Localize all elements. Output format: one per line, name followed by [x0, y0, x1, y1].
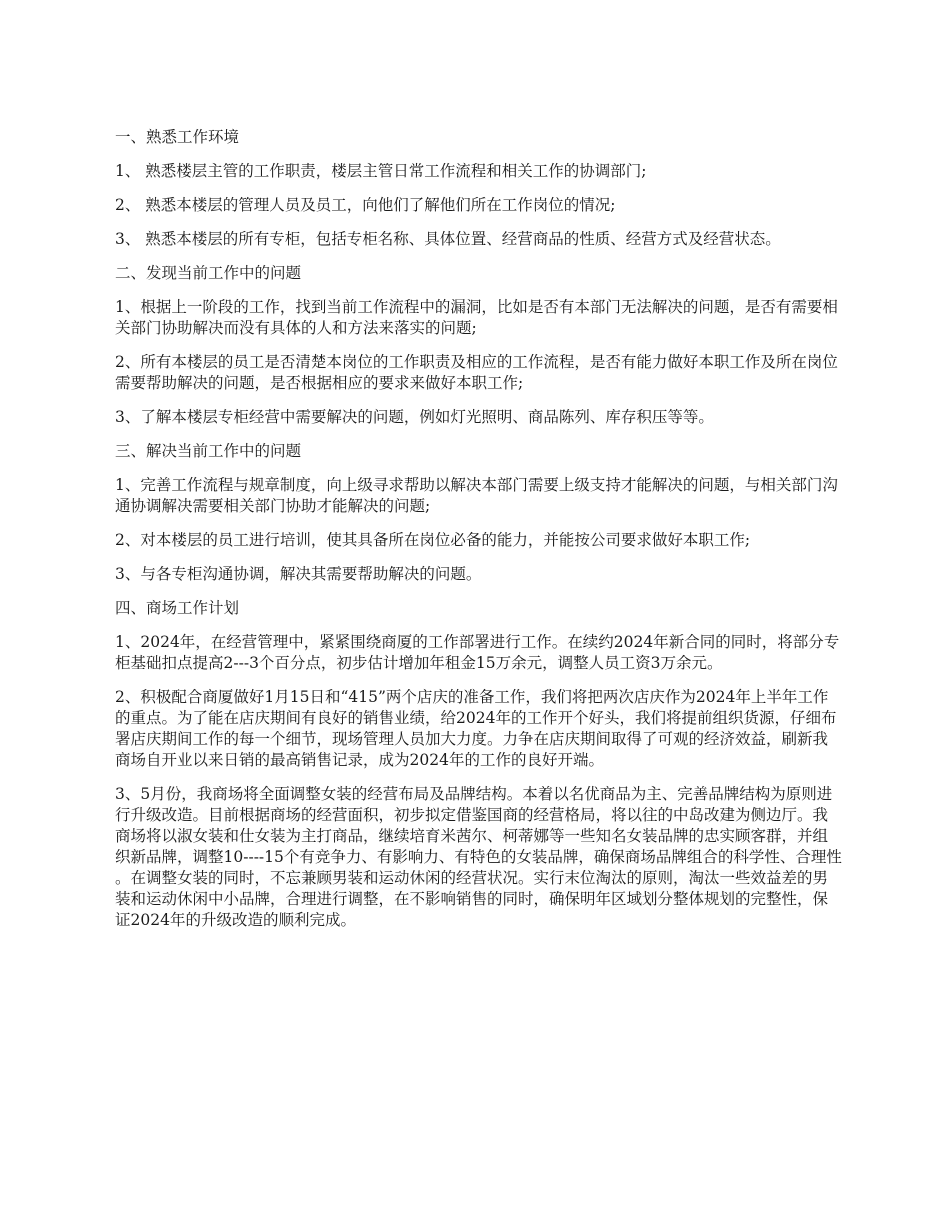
list-item: 2、 熟悉本楼层的管理人员及员工，向他们了解他们所在工作岗位的情况; — [115, 196, 616, 214]
list-item: 3、 熟悉本楼层的所有专柜，包括专柜名称、具体位置、经营商品的性质、经营方式及经营状态。 — [115, 230, 781, 248]
document-body — [115, 127, 843, 944]
list-item: 3、与各专柜沟通协调，解决其需要帮助解决的问题。 — [115, 565, 482, 583]
list-item: 1、 熟悉楼层主管的工作职责，楼层主管日常工作流程和相关工作的协调部门; — [115, 162, 647, 180]
list-item: 3、5月份，我商场将全面调整女装的经营布局及品牌结构。本着以名优商品为主、完善品牌结构为原则进行升级改造。目前根据商场的经营面积，初步拟定借鉴国商的经营格局，将以往的中岛改建为侧边厅。我商场将以淑女装和仕女装为主打商品，继续培育米茜尔、柯蒂娜等一些知名女装品牌的忠实顾客群，并组织新品牌，调整10----15个有竞争力、有影响力、有特色的女装品牌，确保商场品牌组合的科学性、合理性。在调整女装的同时，不忘兼顾男装和运动休闲的经营状况。实行末位淘汰的原则，淘汰一些效益差的男装和运动休闲中小品牌，合理进行调整，在不影响销售的同时，确保明年区域划分整体规划的完整性，保证2024年的升级改造的顺利完成。 — [115, 785, 842, 929]
section-heading: 三、解决当前工作中的问题 — [115, 442, 302, 460]
section-heading: 一、熟悉工作环境 — [115, 128, 240, 146]
list-item: 2、对本楼层的员工进行培训，使其具备所在岗位必备的能力，并能按公司要求做好本职工作; — [115, 531, 751, 549]
list-item: 1、根据上一阶段的工作，找到当前工作流程中的漏洞，比如是否有本部门无法解决的问题，是否有需要相关部门协助解决而没有具体的人和方法来落实的问题; — [115, 298, 838, 337]
section-heading: 四、商场工作计划 — [115, 599, 240, 617]
list-item: 2、所有本楼层的员工是否清楚本岗位的工作职责及相应的工作流程，是否有能力做好本职工作及所在岗位需要帮助解决的问题，是否根据相应的要求来做好本职工作; — [115, 353, 838, 392]
list-item: 1、完善工作流程与规章制度，向上级寻求帮助以解决本部门需要上级支持才能解决的问题，与相关部门沟通协调解决需要相关部门协助才能解决的问题; — [115, 476, 838, 515]
list-item: 1、2024年，在经营管理中，紧紧围绕商厦的工作部署进行工作。在续约2024年新合同的同时，将部分专柜基础扣点提高2---3个百分点，初步估计增加年租金15万余元，调整人员工资3万余元。 — [115, 633, 840, 672]
list-item: 2、积极配合商厦做好1月15日和“415”两个店庆的准备工作，我们将把两次店庆作为2024年上半年工作的重点。为了能在店庆期间有良好的销售业绩，给2024年的工作开个好头，我们将提前组织货源，仔细布署店庆期间工作的每一个细节，现场管理人员加大力度。力争在店庆期间取得了可观的经济效益，刷新我商场自开业以来日销的最高销售记录，成为2024年的工作的良好开端。 — [115, 688, 837, 769]
section-heading: 二、发现当前工作中的问题 — [115, 264, 302, 282]
list-item: 3、了解本楼层专柜经营中需要解决的问题，例如灯光照明、商品陈列、库存积压等等。 — [115, 408, 714, 426]
